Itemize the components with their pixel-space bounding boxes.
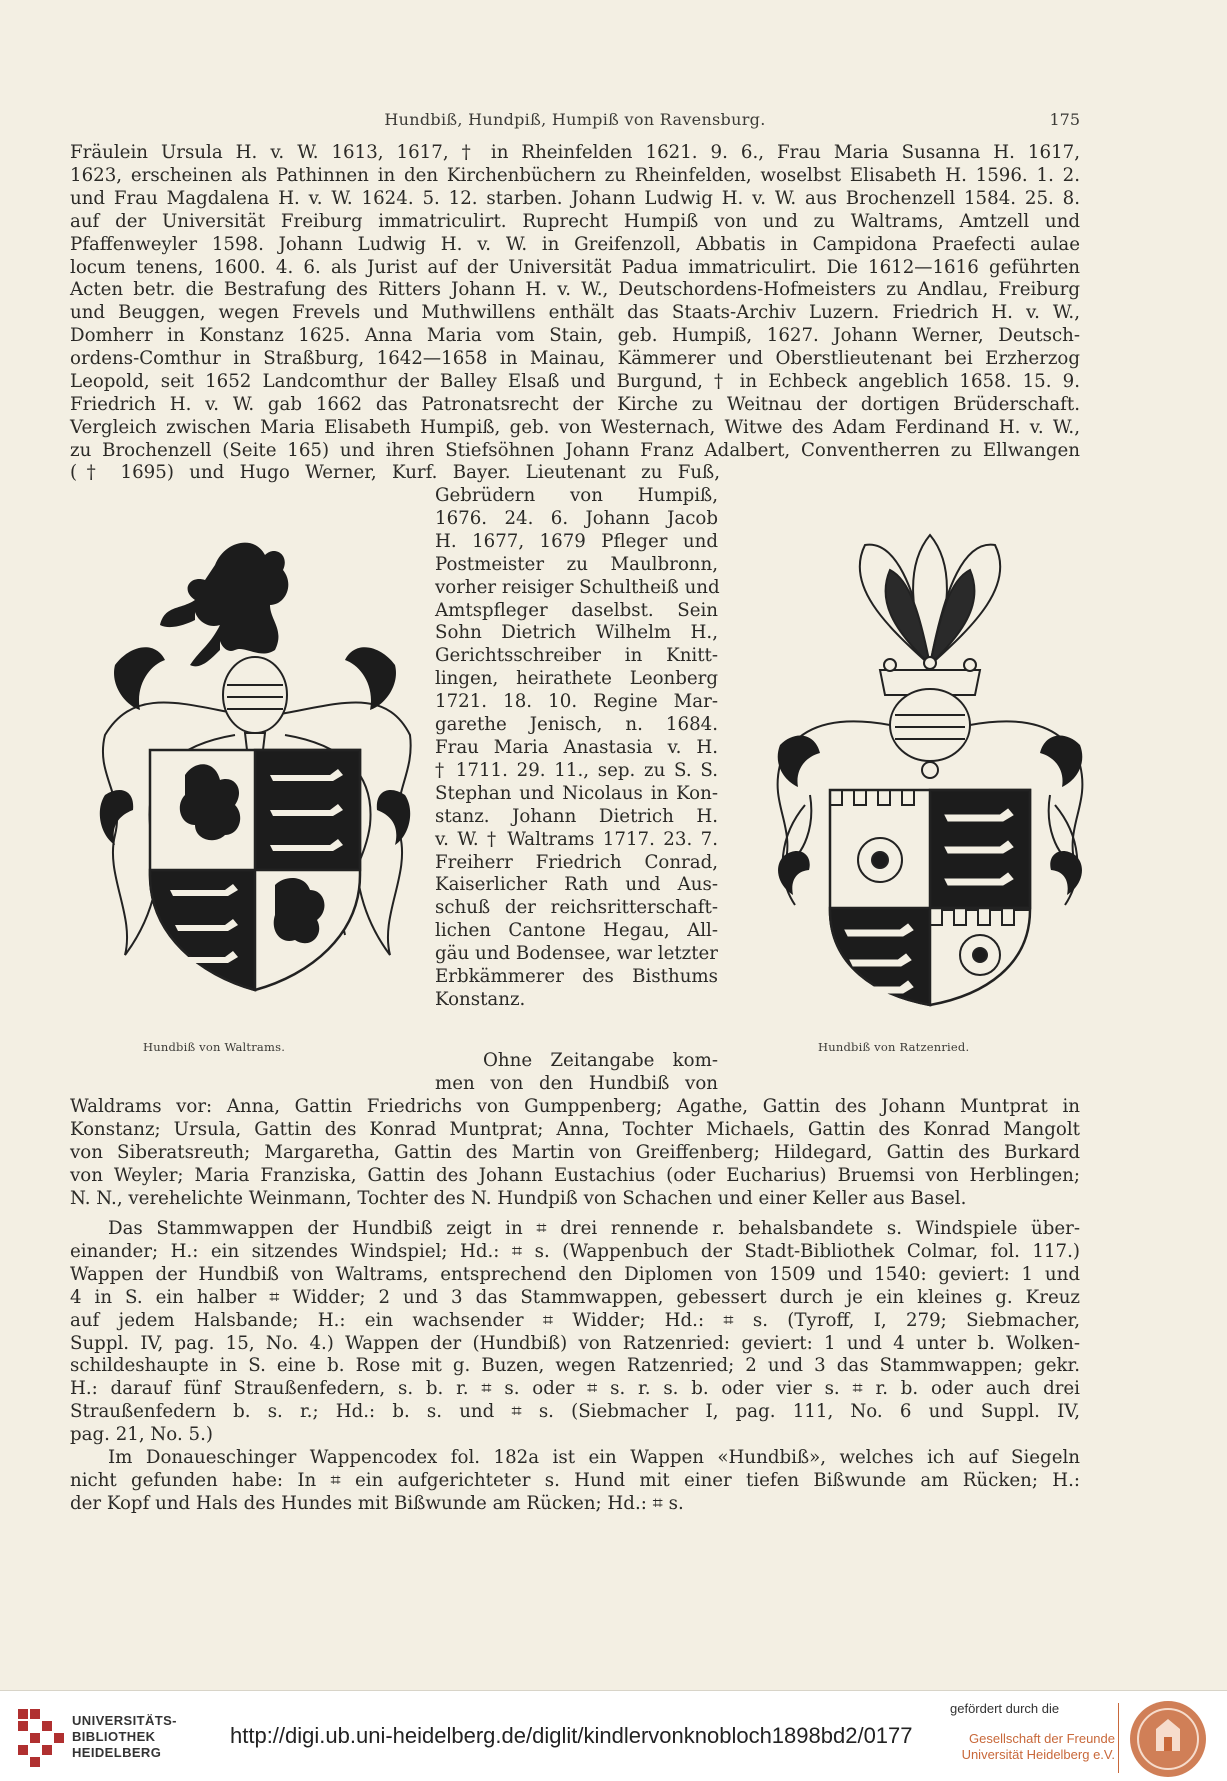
text-line: Frau Maria Anastasia v. H. bbox=[435, 736, 718, 758]
text-line: Stephan und Nicolaus in Kon- bbox=[435, 782, 718, 804]
text-line: † 1711. 29. 11., sep. zu S. S. bbox=[435, 759, 718, 781]
library-name-line: HEIDELBERG bbox=[72, 1745, 162, 1760]
text-line: ordens-Comthur in Straßburg, 1642—1658 in Mainau, Kämmerer und Oberstlieutenant bei Erzherzog bbox=[70, 348, 1080, 370]
text-line: und Frau Magdalena H. v. W. 1624. 5. 12. starben. Johann Ludwig H. v. W. aus Brochenzell 1584. 25. 8. bbox=[70, 187, 1080, 209]
text-line: Ohne Zeitangabe kom- bbox=[483, 1050, 718, 1071]
text-line: einander; H.: ein sitzendes Windspiel; Hd.: ⌗ s. (Wappenbuch der Stadt-Bibliothek Colmar, fol. 117.) bbox=[70, 1240, 1080, 1262]
text-line: Erbkämmerer des Bisthums bbox=[435, 966, 718, 988]
library-name bbox=[72, 1713, 177, 1761]
text-line: men von den Hundbiß von bbox=[435, 1073, 718, 1094]
text-line: H. 1677, 1679 Pfleger und bbox=[435, 530, 718, 552]
text-line: lingen, heirathete Leonberg bbox=[435, 668, 718, 690]
text-line: stanz. Johann Dietrich H. bbox=[435, 805, 718, 827]
coat-of-arms-ratzenried bbox=[765, 525, 1095, 1015]
text-line: Straußenfedern b. s. r.; Hd.: b. s. und ⌗ s. (Siebmacher I, pag. 111, No. 6 und Suppl. IV, bbox=[70, 1401, 1080, 1423]
stammwappen-paragraph bbox=[70, 1218, 1080, 1447]
coat-of-arms-waltrams bbox=[95, 535, 415, 1035]
text-line: der Kopf und Hals des Hundes mit Bißwunde am Rücken; Hd.: ⌗ s. bbox=[70, 1492, 684, 1514]
text-line: nicht gefunden habe: In ⌗ ein aufgerichteter s. Hund mit einer tiefen Bißwunde am Rücken; H.: bbox=[70, 1469, 1080, 1491]
text-line: H.: darauf fünf Straußenfedern, s. b. r. ⌗ s. oder ⌗ s. r. s. b. oder vier s. ⌗ r. b. oder auch drei bbox=[70, 1378, 1080, 1400]
text-line: Pfaffenweyler 1598. Johann Ludwig H. v. W. in Greifenzoll, Abbatis in Campidona Praefecti aulae bbox=[70, 233, 1080, 255]
text-line: pag. 21, No. 5.) bbox=[70, 1424, 213, 1446]
middle-column-indent bbox=[483, 1050, 718, 1073]
text-line: Acten betr. die Bestrafung des Ritters Johann H. v. W., Deutschordens-Hofmeisters zu Andlau, Freiburg bbox=[70, 279, 1080, 301]
text-line: Suppl. IV, pag. 15, No. 4.) Wappen der (Hundbiß) von Ratzenried: geviert: 1 und 4 unter b. Wolken- bbox=[70, 1332, 1080, 1354]
text-line: gäu und Bodensee, war letzter bbox=[435, 943, 718, 965]
text-line: Sohn Dietrich Wilhelm H., bbox=[435, 622, 718, 644]
text-line: auf der Universität Freiburg immatriculirt. Ruprecht Humpiß von und zu Waltrams, Amtzell und bbox=[70, 210, 1080, 232]
text-line: 4 in S. ein halber ⌗ Widder; 2 und 3 das Stammwappen, gebessert durch je ein kleines g. Kreuz bbox=[70, 1286, 1080, 1308]
text-line: schuß der reichsritterschaft- bbox=[435, 897, 718, 919]
text-line: Konstanz; Ursula, Gattin des Konrad Muntprat; Anna, Tochter Michaels, Gattin des Konrad Mangolt bbox=[70, 1118, 1080, 1140]
library-name-line: BIBLIOTHEK bbox=[72, 1729, 156, 1744]
top-paragraph bbox=[70, 142, 1080, 463]
text-line: 1623, erscheinen als Pathinnen in den Kirchenbüchern zu Rheinfelden, woselbst Elisabeth H. 1596. 1. 2. bbox=[70, 164, 1080, 186]
text-line: († 1695) und Hugo Werner, Kurf. Bayer. Lieutenant zu Fuß, bbox=[70, 462, 720, 483]
university-seal-icon bbox=[1128, 1699, 1208, 1779]
society-name bbox=[945, 1731, 1115, 1763]
text-line: N. N., verehelichte Weinmann, Tochter des N. Hundpiß von Schachen und einer Keller aus Basel. bbox=[70, 1187, 967, 1209]
text-line: Konstanz. bbox=[435, 988, 526, 1010]
text-line: Postmeister zu Maulbronn, bbox=[435, 553, 718, 575]
text-line: vorher reisiger Schultheiß und bbox=[435, 576, 720, 598]
middle-column-tail bbox=[435, 1073, 718, 1096]
digitization-footer bbox=[0, 1690, 1227, 1781]
text-line: Kaiserlicher Rath und Aus- bbox=[435, 874, 718, 896]
text-line: und Beuggen, wegen Frevels und Muthwillens enthält das Staats-Archiv Luzern. Friedrich H. v. W., bbox=[70, 302, 1080, 324]
text-line: Gerichtsschreiber in Knitt- bbox=[435, 645, 718, 667]
page-number: 175 bbox=[1049, 110, 1080, 129]
university-library-logo-icon bbox=[18, 1709, 66, 1767]
text-line: Friedrich H. v. W. gab 1662 das Patronatsrecht der Kirche zu Weitnau der dortigen Brüderschaft. bbox=[70, 393, 1080, 415]
caption-right: Hundbiß von Ratzenried. bbox=[818, 1040, 970, 1054]
sponsor-text: gefördert durch die bbox=[950, 1701, 1060, 1716]
text-line: von Weyler; Maria Franziska, Gattin des Johann Eustachius (oder Eucharius) Bruemsi von Herblingen; bbox=[70, 1164, 1080, 1186]
middle-column bbox=[435, 485, 718, 1012]
text-line: Vergleich zwischen Maria Elisabeth Humpiß, geb. von Westernach, Witwe des Adam Ferdinand H. v. W., bbox=[70, 416, 1080, 438]
text-line: Gebrüdern von Humpiß, bbox=[435, 485, 718, 506]
text-line: Domherr in Konstanz 1625. Anna Maria vom Stain, geb. Humpiß, 1627. Johann Werner, Deutsch- bbox=[70, 325, 1080, 347]
library-name-line: UNIVERSITÄTS- bbox=[72, 1713, 177, 1728]
text-line: schildeshaupte in S. eine b. Rose mit g. Buzen, wegen Ratzenried; 2 und 3 das Stammwappen; gekr. bbox=[70, 1355, 1080, 1377]
text-line: von Siberatsreuth; Margaretha, Gattin des Martin von Greiffenberg; Hildegard, Gattin des Burkard bbox=[70, 1141, 1080, 1163]
text-line: Leopold, seit 1652 Landcomthur der Balley Elsaß und Burgund, † in Echbeck angeblich 1658. 15. 9. bbox=[70, 371, 1080, 393]
running-title: Hundbiß, Hundpiß, Humpiß von Ravensburg. bbox=[384, 110, 766, 129]
text-line: 1721. 18. 10. Regine Mar- bbox=[435, 691, 718, 713]
caption-left: Hundbiß von Waltrams. bbox=[143, 1040, 286, 1054]
society-name-line: Gesellschaft der Freunde bbox=[969, 1731, 1115, 1746]
top-paragraph-last-line bbox=[70, 462, 720, 485]
text-line: 1676. 24. 6. Johann Jacob bbox=[435, 507, 718, 529]
society-name-line: Universität Heidelberg e.V. bbox=[961, 1747, 1115, 1762]
text-line: Das Stammwappen der Hundbiß zeigt in ⌗ drei rennende r. behalsbandete s. Windspiele über- bbox=[108, 1218, 1080, 1239]
permalink-url[interactable]: http://digi.ub.uni-heidelberg.de/diglit/kindlervonknobloch1898bd2/0177 bbox=[230, 1723, 913, 1748]
text-line: Amtspfleger daselbst. Sein bbox=[435, 599, 718, 621]
text-line: Freiherr Friedrich Conrad, bbox=[435, 851, 718, 873]
text-line: Waldrams vor: Anna, Gattin Friedrichs von Gumppenberg; Agathe, Gattin des Johann Muntprat in bbox=[70, 1096, 1080, 1117]
text-line: Fräulein Ursula H. v. W. 1613, 1617, † in Rheinfelden 1621. 9. 6., Frau Maria Susanna H. 1617, bbox=[70, 142, 1080, 163]
text-line: v. W. † Waltrams 1717. 23. 7. bbox=[435, 828, 718, 850]
text-line: Im Donaueschinger Wappencodex fol. 182a ist ein Wappen «Hundbiß», welches ich auf Siegeln bbox=[108, 1447, 1080, 1468]
footer-divider bbox=[1118, 1703, 1119, 1773]
text-line: lichen Cantone Hegau, All- bbox=[435, 920, 718, 942]
donaueschingen-paragraph bbox=[70, 1447, 1080, 1516]
text-line: zu Brochenzell (Seite 165) und ihren Stiefsöhnen Johann Franz Adalbert, Conventherren zu Ellwangen bbox=[70, 439, 1080, 461]
text-line: garethe Jenisch, n. 1684. bbox=[435, 714, 718, 736]
text-line: locum tenens, 1600. 4. 6. als Jurist auf der Universität Padua immatriculirt. Die 1612—1616 geführten bbox=[70, 256, 1080, 278]
text-line: auf jedem Halsbande; H.: ein wachsender ⌗ Widder; Hd.: ⌗ s. (Tyroff, I, 279; Siebmacher, bbox=[70, 1309, 1080, 1331]
continued-paragraph bbox=[70, 1096, 1080, 1211]
text-line: Wappen der Hundbiß von Waltrams, entsprechend den Diplomen von 1509 und 1540: geviert: 1 und bbox=[70, 1263, 1080, 1285]
